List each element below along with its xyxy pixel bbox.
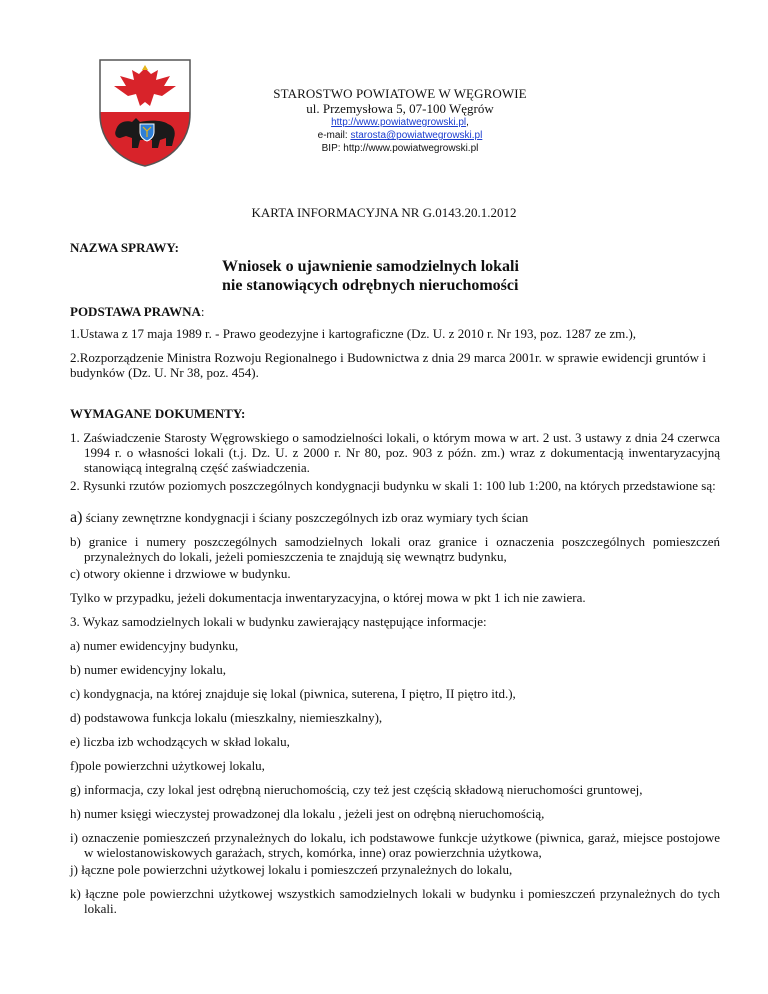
doc-item-3i: i) oznaczenie pomieszczeń przynależnych do lokalu, ich podstawowe funkcje użytkowe (piwnica, garaż, miejsce postojowe w wielostanowiskowych garażach, strych, komórka, inne) oraz powierzchnia użytkowa,	[70, 830, 720, 860]
case-title-line2: nie stanowiących odrębnych nieruchomości	[222, 277, 519, 294]
legal-basis-heading: PODSTAWA PRAWNA:	[70, 304, 205, 319]
doc-item-3c: c) kondygnacja, na której znajduje się lokal (piwnica, suterena, I piętro, II piętro itd.),	[70, 686, 516, 701]
legal-basis-item-2: 2.Rozporządzenie Ministra Rozwoju Regionalnego i Budownictwa z dnia 29 marca 2001r. w sprawie ewidencji gruntów i budynków (Dz. U. Nr 38, poz. 454).	[70, 350, 706, 380]
card-number: KARTA INFORMACYJNA NR G.0143.20.1.2012	[251, 205, 517, 220]
required-docs-label: WYMAGANE DOKUMENTY:	[70, 406, 246, 421]
bip-line: BIP: http://www.powiatwegrowski.pl	[321, 143, 479, 154]
website-link[interactable]: http://www.powiatwegrowski.pl	[331, 117, 467, 128]
doc-item-3a: a) numer ewidencyjny budynku,	[70, 638, 239, 653]
email-link[interactable]: starosta@powiatwegrowski.pl	[350, 130, 483, 141]
doc-item-3b: b) numer ewidencyjny lokalu,	[70, 662, 226, 677]
doc-item-3: 3. Wykaz samodzielnych lokali w budynku zawierający następujące informacje:	[70, 614, 487, 629]
doc-item-2b: b) granice i numery poszczególnych samodzielnych lokali oraz granice i oznaczenia poszczególnych pomieszczeń przynależnych do lokali, jeżeli pomieszczenia te znajdują się wewnątrz budynku,	[70, 534, 720, 564]
email-label: e-mail:	[317, 130, 351, 141]
legal-basis-label: PODSTAWA PRAWNA	[70, 304, 201, 319]
doc-item-3d: d) podstawowa funkcja lokalu (mieszkalny, niemieszkalny),	[70, 710, 383, 725]
case-title-line1: Wniosek o ujawnienie samodzielnych lokali	[222, 258, 519, 275]
doc-item-2: 2. Rysunki rzutów poziomych poszczególnych kondygnacji budynku w skali 1: 100 lub 1:200, na których przedstawione są:	[70, 478, 716, 493]
institution-address: ul. Przemysłowa 5, 07-100 Węgrów	[306, 101, 494, 116]
coat-of-arms-icon	[96, 56, 194, 168]
legal-basis-item-1: 1.Ustawa z 17 maja 1989 r. - Prawo geodezyjne i kartograficzne (Dz. U. z 2010 r. Nr 193, poz. 1287 ze zm.),	[70, 326, 637, 341]
website-line: http://www.powiatwegrowski.pl,	[331, 117, 469, 128]
case-title	[222, 257, 519, 295]
doc-item-3k: k) łączne pole powierzchni użytkowej wszystkich samodzielnych lokali w budynku i pomieszczeń przynależnych do tych lokali.	[70, 886, 720, 916]
doc-item-2a-marker: a)	[70, 509, 83, 526]
case-name-label: NAZWA SPRAWY:	[70, 240, 179, 255]
doc-item-3h: h) numer księgi wieczystej prowadzonej dla lokalu , jeżeli jest on odrębną nieruchomością,	[70, 806, 545, 821]
email-line	[210, 129, 590, 142]
doc-item-2-note: Tylko w przypadku, jeżeli dokumentacja inwentaryzacyjna, o której mowa w pkt 1 ich nie zawiera.	[70, 590, 586, 605]
institution-name: STAROSTWO POWIATOWE W WĘGROWIE	[273, 86, 527, 101]
doc-item-3j: j) łączne pole powierzchni użytkowej lokalu i pomieszczeń przynależnych do lokalu,	[70, 862, 513, 877]
institution-header	[210, 86, 590, 155]
doc-item-3e: e) liczba izb wchodzących w skład lokalu,	[70, 734, 290, 749]
doc-item-1: 1. Zaświadczenie Starosty Węgrowskiego o samodzielności lokali, o którym mowa w art. 2 ust. 3 ustawy z dnia 24 czerwca 1994 r. o własności lokali (t.j. Dz. U. z 2000 r. Nr 80, poz. 903 z późn. zm.) wraz z dokumentacją inwentaryzacyjną stanowiącą integralną część zaświadczenia.	[70, 430, 720, 475]
doc-item-2c: c) otwory okienne i drzwiowe w budynku.	[70, 566, 291, 581]
doc-item-3f: f)pole powierzchni użytkowej lokalu,	[70, 758, 265, 773]
doc-item-2a	[70, 510, 706, 525]
doc-item-2a-text: ściany zewnętrzne kondygnacji i ściany poszczególnych izb oraz wymiary tych ścian	[82, 510, 529, 525]
doc-item-3g: g) informacja, czy lokal jest odrębną nieruchomością, czy też jest częścią składową nieruchomości gruntowej,	[70, 782, 643, 797]
